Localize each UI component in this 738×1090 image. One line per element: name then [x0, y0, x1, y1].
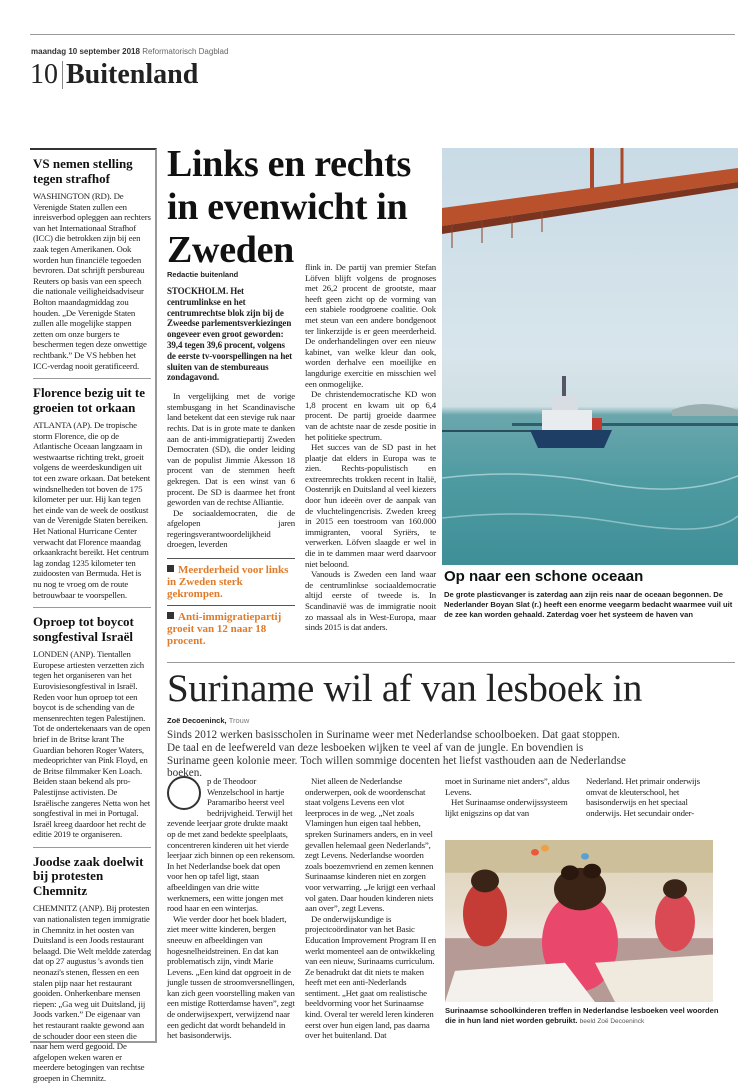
ship [530, 376, 612, 448]
brief-body: LONDEN (ANP). Tientallen Europese artiesten verzetten zich tegen het organiseren van het Eurovisiesongfestival in Israël. Reden voor hun oproep tot een boycot is de schending van de mensenrechten tegen Palestijnen. Tot de ondertekenaars van de open brief in de Britse krant The Guardian behoren Roger Waters, medeoprichter van Pink Floyd, en de Britse filmmaker Ken Loach. Beiden staan bekend als pro-Palestijnse activisten. De Israëlische zangeres Netta won het songfestival in mei in Portugal. Israël kreeg daardoor het recht de editie 2019 te organiseren. [33, 649, 151, 840]
section-divider [62, 61, 63, 89]
section-title: Buitenland [66, 59, 199, 90]
brief-body: WASHINGTON (RD). De Verenigde Staten zullen een inreisverbod opleggen aan rechters van het Internationaal Strafhof (ICC) die betrokken zijn bij een zaak tegen Amerikanen. Ook worden hun financiële tegoeden bevroren. Dat schrijft persbureau Reuters op basis van een speech die nationale veiligheidsadviseur Bolton maandagmiddag zou houden. „De Verenigde Staten zullen alle mogelijke stappen zetten om onze burgers te beschermen tegen deze onwettige rechtbank.” De VS hebben het ICC-verdag nooit geratificeerd. [33, 191, 151, 371]
date: maandag 10 september 2018 [31, 47, 140, 56]
top-rule [30, 34, 735, 35]
sweden-column-1 [167, 270, 295, 652]
suriname-column-1 [167, 776, 295, 1041]
photo-credit: beeld Zoë Decoeninck [579, 1018, 645, 1026]
sweden-column-2 [305, 262, 436, 633]
caption-text: Surinaamse schoolkinderen treffen in Nederlandse lesboeken veel woorden die in hun land niet worden gebruikt. [445, 1006, 719, 1026]
paragraph: Het succes van de SD past in het plaatje dat elders in Europa was te zien. Rechts-populistisch en extreemrechts trokken recent in Italië, Oostenrijk en Duitsland al veel kiezers door hun ideeën over de aanpak van de vluchtelingencrisis. Zweden kreeg in 2015 een toestroom van 160.000 immigranten, vooral Syriërs, te verwerken. Löfven slaagde er wel in die in te dammen maar werd daarvoor niet beloond. [305, 442, 436, 569]
photo-caption: De grote plasticvanger is zaterdag aan zijn reis naar de oceaan begonnen. De Nederlander Boyan Slat (r.) heeft een enorme veegarm bedacht waarmee vuil uit de zee kan worden gehaald. Zaterdag voer het systeem de haven van [444, 590, 733, 620]
brief-item [33, 848, 151, 1090]
brief-body: CHEMNITZ (ANP). Bij protesten van nationalisten tegen immigratie in Chemnitz in het oosten van Duitsland is een Joods restaurant belaagd. Die Welt meldde zaterdag dat op 27 augustus 's avonds tien neonazi's stenen, flessen en een stalen pijp naar het restaurant gooiden. Onherkenbare mensen riepen: „Ga weg uit Duitsland, jij Joods varken.” De eigenaar van het restaurant raakte gewond aan de schouder door een steen die naar hem werd gegooid. De afgelopen weken waren er meerdere betogingen van rechtse groepen in Chemnitz. [33, 903, 152, 1083]
paragraph: In vergelijking met de vorige stembusgang in het Scandinavische land betekent dat een stevige ruk naar rechts. Dat is in grote mate te danken aan de anti-immigratiepartij Zweden Democraten (SD), die onder leiding van de populist Jimmie Åkesson 18 procent van de stemmen heeft gekregen. Dat is een winst van 6 procent. De SD is daarmee het front geworden van de rechtse Alliantie. [167, 391, 295, 508]
page-number: 10 [30, 59, 58, 90]
brief-headline: Florence bezig uit te groeien tot orkaan [33, 385, 146, 415]
suriname-intro: Sinds 2012 werken basisscholen in Suriname weer met Nederlandse schoolboeken. Dat gaat stoppen. De taal en de leefwereld van deze lesboeken wijken te veel af van de jungle. En bovendien is Suriname geen kolonie meer. Toch willen sommige docenten het liefst vasthouden aan de Nederlandse boeken. [167, 729, 626, 780]
suriname-photo-caption [445, 1006, 725, 1027]
paragraph: moet in Suriname niet anders”, aldus Levens. [445, 776, 570, 797]
brief-headline: Oproep tot boycot songfestival Israël [33, 614, 134, 644]
author: Zoë Decoeninck, [167, 716, 227, 725]
section-header [30, 58, 198, 92]
suriname-column-4 [586, 776, 718, 818]
brief-item [33, 608, 151, 848]
schoolchildren-illustration [445, 840, 713, 1002]
square-bullet-icon [167, 612, 174, 619]
paragraph: Het Surinaamse onderwijssysteem lijkt enigszins op dat van [445, 797, 568, 818]
pull-quote [167, 605, 295, 652]
brief-headline: Joodse zaak doelwit bij protesten Chemnitz [33, 853, 144, 898]
square-bullet-icon [167, 565, 174, 572]
paragraph: flink in. De partij van premier Stefan Löfven blijft volgens de prognoses met 26,2 procent de grootste, maar heeft geen zicht op de vorming van een stabiele roodgroene coalitie. Ook met steun van een andere bondgenoot ter linkerzijde is er geen meerderheid. De onderhandelingen over een nieuw kabinet, van welke kleur dan ook, worden derhalve een moeilijke en langdurige exercitie en misschien wel een onmogelijke. [305, 262, 436, 389]
suriname-headline: Suriname wil af van lesboek in [167, 667, 643, 710]
classroom-photo [445, 840, 713, 1002]
dateline [31, 47, 228, 56]
brief-item [33, 379, 151, 608]
sweden-headline: Links en rechts in evenwicht in Zweden [167, 143, 411, 271]
sweden-byline: Redactie buitenland [167, 270, 239, 279]
sweden-intro: STOCKHOLM. Het centrumlinkse en het centrumrechtse blok zijn bij de Zweedse parlementsverkiezingen ongeveer even groot geworden: 39,4 tegen 39,6 procent, volgens de eerste tv-voorspellingen na het sluiten van de stembureaus zondagavond. [167, 286, 293, 383]
paragraph: Niet alleen de Nederlandse onderwerpen, ook de woordenschat staat volgens Levens een vlot leerproces in de weg. „Net zoals Vlamingen hun eigen taal hebben, spreken Surinamers anders, en in veel gevallen helemaal geen Nederlands”, zegt Levens. Nederlandse woorden zoals boezemvriend en zemen kennen Surinaamse kinderen niet en zorgen voor verwarring. „Je krijgt een verhaal vol gaten. Daar houden kinderen niets aan over”, zegt Levens. [305, 776, 436, 914]
paragraph: De christendemocratische KD won 1,8 procent en kwam uit op 6,4 procent. De partij groeide daarmee van de achtste naar de zesde positie in het politieke spectrum. [305, 389, 436, 442]
pull-quote-text: Anti-immigratiepartij groeit van 12 naar 18 procent. [167, 611, 282, 648]
suriname-byline [167, 716, 249, 725]
publication-name: Reformatorisch Dagblad [142, 47, 229, 56]
source: Trouw [228, 716, 250, 725]
paragraph: De onderwijskundige is projectcoördinator van het Basic Education Improvement Program II en werkt momenteel aan de ontwikkeling van een nieuw, Surinaams curriculum. Ze benadrukt dat dit niets te maken heeft met een anti-Nederlands sentiment. „Het gaat om realistische beeldvorming voor het Surinaamse kind. Overal ter wereld leren kinderen eerst over hun eigen land, pas daarna over het buitenland. Dat [305, 913, 437, 1041]
suriname-column-2 [305, 776, 437, 1041]
drop-cap-o [167, 776, 201, 810]
article-divider [167, 662, 735, 663]
brief-body: ATLANTA (AP). De tropische storm Florence, die op de Atlantische Oceaan langzaam in westwaartse richting trekt, groeit volgens de weerdeskundigen uit tot een zware orkaan. Dat betekent windsnelheden tot boven de 175 kilometer per uur. Hij kan tegen het einde van de week de oostkust van de Verenigde Staten bereiken. Het National Hurricane Center verwacht dat Florence maandag orkaankracht bereikt. Het centrum lag zondag 1235 kilometer ten zuidoosten van Bermuda. Het is nu nog te vroeg om de route betrouwbaar te voorspellen. [33, 420, 151, 600]
ocean-cleanup-photo [442, 148, 738, 565]
pull-quote [167, 558, 295, 605]
paragraph: Nederland. Het primair onderwijs omvat de kleuterschool, het basisonderwijs en het speciaal onderwijs. Het secundair onder- [586, 776, 700, 818]
news-briefs-sidebar [30, 148, 157, 1083]
brief-headline: VS nemen stelling tegen strafhof [33, 156, 133, 186]
paragraph: Wie verder door het boek bladert, ziet meer witte kinderen, bergen sneeuw en afbeeldingen van hogesnelheidstreinen. En dat kan problematisch zijn, vindt Marie Levens. „Een kind dat opgroeit in de jungle tussen de stroomversnellingen, kan zich geen voorstelling maken van een mistige Rotterdamse haven”, zegt de onderwijsexpert, verwijzend naar een gedicht dat wordt behandeld in het basisonderwijs. [167, 913, 295, 1041]
paragraph: Vanouds is Zweden een land waar de centrumlinkse sociaaldemocratie altijd eerste of tweede is. In Scandinavië was de immigratie nooit zo massaal als in West-Europa, maar sinds 2015 is dat anders. [305, 569, 436, 633]
ship-under-bridge-illustration [442, 148, 738, 565]
brief-item [33, 150, 151, 379]
suriname-column-3 [445, 776, 577, 818]
paragraph: p de Theodoor Wenzelschool in hartje Paramaribo heerst veel bedrijvigheid. Terwijl het zevende leerjaar grote drukte maakt op de met zand bedekte speelplaats, concentreren kinderen uit het vierde leerjaar zich binnen op een rekensom. In het Nederlandse boek dat open voor hen op tafel ligt, staan afbeeldingen van drie witte werknemers, een witte jongen met rood haar en een winterjas. [167, 776, 295, 914]
photo-caption-title: Op naar een schone oceaan [444, 568, 644, 585]
paragraph: De sociaaldemocraten, die de afgelopen jaren regeringsverantwoordelijkheid droegen, leverden [167, 507, 295, 550]
pull-quote-text: Meerderheid voor links in Zweden sterk gekrompen. [167, 564, 289, 601]
